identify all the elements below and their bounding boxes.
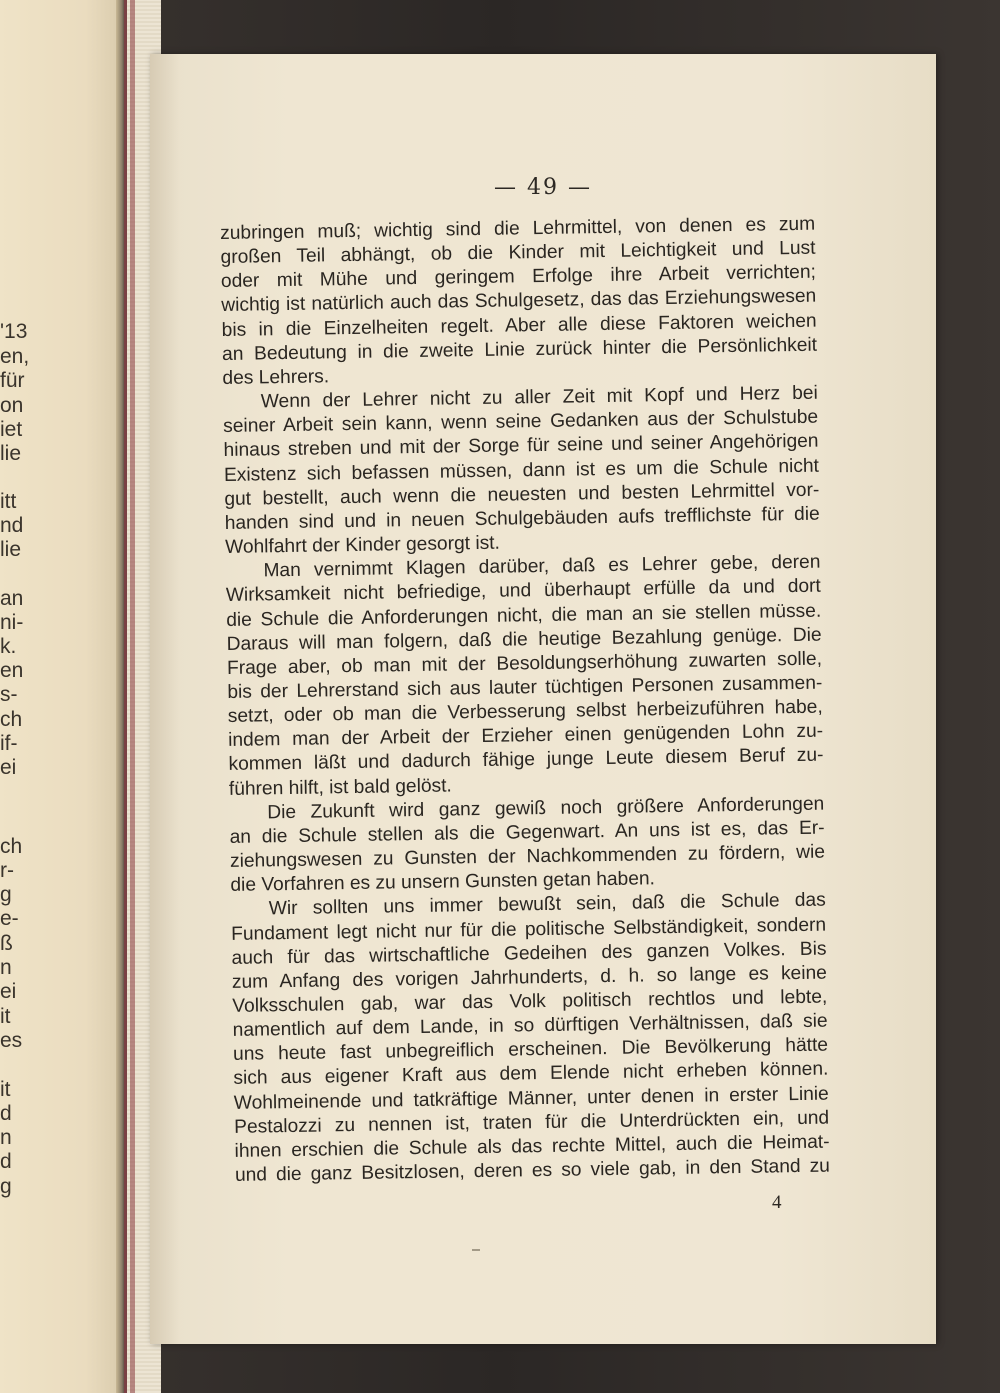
left-fragment: en, bbox=[0, 345, 30, 368]
left-fragment: ch bbox=[0, 835, 23, 858]
text-line: Die Zukunft wird ganz gewiß noch größere Anforderungen bbox=[267, 793, 825, 824]
left-fragment: an bbox=[0, 587, 24, 610]
left-fragment: k. bbox=[0, 635, 17, 658]
left-fragment: lie bbox=[0, 538, 22, 561]
text-line: Daraus will man folgern, daß die heutige Bezahlung genüge. Die bbox=[226, 624, 822, 655]
left-fragment: e- bbox=[0, 907, 19, 930]
left-fragment: g bbox=[0, 883, 12, 906]
text-line: namentlich auf dem Lande, in so dürftigen Verhältnissen, daß sie bbox=[232, 1010, 828, 1042]
text-line: seiner Arbeit sein kann, wenn seine Gedanken aus der Schulstube bbox=[223, 406, 819, 438]
text-line: ziehungswesen zu Gunsten der Nachkommenden zu fördern, wie bbox=[229, 841, 826, 872]
text-line: bis der Lehrerstand sich aus lauter tüchtigen Personen zusammen- bbox=[227, 672, 823, 703]
text-line: Wirksamkeit nicht befriedige, und überhaupt erfülle da und dort bbox=[225, 575, 821, 607]
left-fragment: it bbox=[0, 1078, 11, 1101]
text-line: großen Teil abhängt, ob die Kinder mit Leichtigkeit und Lust bbox=[220, 237, 816, 269]
signature-mark: 4 bbox=[772, 1192, 782, 1213]
previous-page bbox=[0, 0, 122, 1393]
text-line: Pestalozzi zu nennen ist, traten für die Unterdrückten ein, und bbox=[234, 1107, 830, 1138]
text-line: setzt, oder ob man die Verbesserung selbst herbeizuführen habe, bbox=[227, 696, 823, 728]
left-fragment: ß bbox=[0, 932, 13, 955]
text-line: des Lehrers. bbox=[222, 366, 330, 389]
text-line: an die Schule stellen als die Gegenwart. An uns ist es, das Er- bbox=[229, 817, 825, 848]
left-fragment: iet bbox=[0, 418, 23, 441]
left-fragment: n bbox=[0, 1126, 12, 1149]
left-fragment: s- bbox=[0, 683, 18, 706]
left-fragment: it bbox=[0, 1005, 11, 1028]
text-line: gut bestellt, auch wenn die neuesten und besten Lehrmittel vor- bbox=[224, 479, 820, 510]
text-line: Wenn der Lehrer nicht zu aller Zeit mit Kopf und Herz bei bbox=[260, 382, 818, 413]
left-fragment: d bbox=[0, 1150, 12, 1173]
text-line: handen sind und in neuen Schulgebäuden aufs trefflichste für die bbox=[224, 503, 820, 534]
previous-page-text-fragments bbox=[0, 0, 122, 1393]
left-fragment: itt bbox=[0, 490, 17, 513]
text-line: kommen läßt und dadurch fähige junge Leute diesem Beruf zu- bbox=[228, 745, 824, 776]
text-line: bis in die Einzelheiten regelt. Aber alle diese Faktoren weichen bbox=[221, 310, 817, 341]
left-fragment: on bbox=[0, 394, 24, 417]
left-fragment: für bbox=[0, 369, 25, 392]
page-fold-shadow bbox=[150, 54, 180, 1344]
text-line: hinaus streben und mit der Sorge für seine und seiner Angehörigen bbox=[223, 431, 819, 462]
text-line: Wohlmeinende und tatkräftige Männer, unter denen in erster Linie bbox=[233, 1083, 829, 1114]
text-line: auch für das wirtschaftliche Gedeihen des ganzen Volkes. Bis bbox=[231, 938, 827, 969]
text-line: Existenz sich befassen müssen, dann ist es um die Schule nicht bbox=[223, 455, 820, 486]
left-fragment: es bbox=[0, 1029, 23, 1052]
book-page bbox=[150, 54, 936, 1344]
text-line: oder mit Mühe und geringem Erfolge ihre Arbeit verrichten; bbox=[220, 261, 817, 293]
text-line: die Vorfahren es zu unsern Gunsten getan haben. bbox=[230, 868, 656, 897]
text-line: zubringen muß; wichtig sind die Lehrmittel, von denen es zum bbox=[220, 213, 816, 244]
left-fragment: '13 bbox=[0, 320, 28, 343]
footer-dash bbox=[472, 1249, 480, 1251]
left-fragment: ei bbox=[0, 980, 17, 1003]
text-line: Volksschulen gab, war das Volk politisch rechtlos und lebte, bbox=[232, 986, 828, 1017]
text-line: an Bedeutung in die zweite Linie zurück hinter die Persönlichkeit bbox=[221, 334, 818, 365]
page-body-text bbox=[220, 213, 830, 1188]
left-fragment: r- bbox=[0, 859, 14, 882]
left-fragment: d bbox=[0, 1102, 12, 1125]
left-fragment: en bbox=[0, 659, 24, 682]
text-line: sich aus eigener Kraft aus dem Elende nicht erheben können. bbox=[233, 1059, 829, 1090]
left-fragment: if- bbox=[0, 732, 18, 755]
left-fragment: nd bbox=[0, 514, 24, 537]
left-fragment: g bbox=[0, 1175, 12, 1198]
text-line: uns heute fast unbegreiflich erscheinen. Die Bevölkerung hätte bbox=[232, 1034, 829, 1066]
text-line: wichtig ist natürlich auch das Schulgesetz, das das Erziehungswesen bbox=[221, 286, 817, 317]
text-line: Wir sollten uns immer bewußt sein, daß die Schule das bbox=[268, 889, 826, 920]
text-line: führen hilft, ist bald gelöst. bbox=[228, 775, 452, 800]
text-line: Frage aber, ob man mit der Besoldungserhöhung zuwarten solle, bbox=[226, 648, 823, 679]
text-line: Man vernimmt Klagen darüber, daß es Lehrer gebe, deren bbox=[263, 551, 821, 582]
text-line: ihnen erschien die Schule als das rechte Mittel, auch die Heimat- bbox=[234, 1131, 830, 1162]
left-fragment: ch bbox=[0, 708, 23, 731]
text-line: und die ganz Besitzlosen, deren es so viele gab, in den Stand zu bbox=[234, 1155, 831, 1186]
text-line: die Schule die Anforderungen nicht, die man an sie stellen müsse. bbox=[226, 600, 822, 631]
text-line: indem man der Arbeit der Erzieher einen genügenden Lohn zu- bbox=[227, 720, 824, 752]
text-line: Fundament legt nicht nur für die politische Selbständigkeit, sondern bbox=[231, 914, 827, 945]
left-fragment: n bbox=[0, 956, 12, 979]
left-fragment: ei bbox=[0, 756, 17, 779]
left-fragment: ni- bbox=[0, 611, 24, 634]
text-line: Wohlfahrt der Kinder gesorgt ist. bbox=[224, 532, 501, 558]
text-line: zum Anfang des vorigen Jahrhunderts, d. h. so lange es keine bbox=[231, 962, 828, 993]
binding-thread bbox=[130, 0, 135, 1393]
page-number: — 49 — bbox=[494, 175, 592, 200]
left-fragment: lie bbox=[0, 442, 22, 465]
